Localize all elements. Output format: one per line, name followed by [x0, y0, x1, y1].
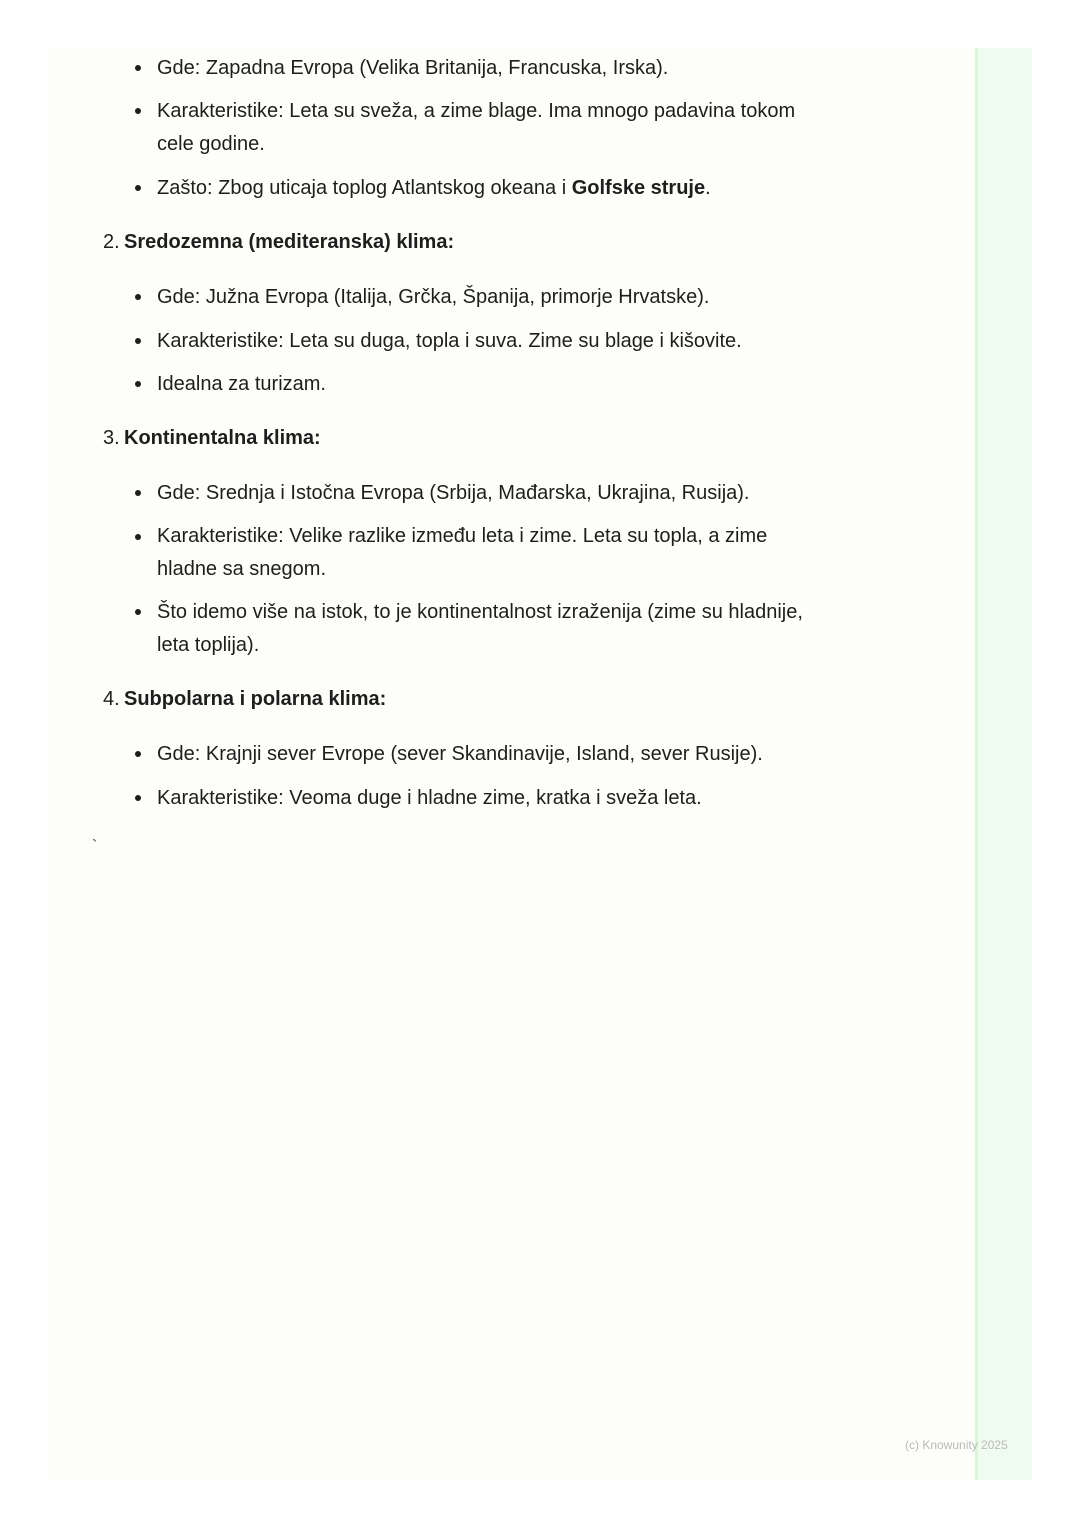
list-item — [157, 172, 711, 205]
bullet-icon — [135, 534, 141, 540]
bullet-icon — [135, 795, 141, 801]
list-item: Gde: Južna Evropa (Italija, Grčka, Španija, primorje Hrvatske). — [157, 286, 710, 308]
bullet-icon — [135, 108, 141, 114]
bullet-icon — [135, 65, 141, 71]
list-item: Karakteristike: Veoma duge i hladne zime, kratka i sveža leta. — [157, 787, 702, 809]
list-item: Karakteristike: Velike razlike između leta i zime. Leta su topla, a zime — [157, 525, 768, 547]
list-item: Karakteristike: Leta su duga, topla i suva. Zime su blage i kišovite. — [157, 330, 742, 352]
bullet-icon — [135, 751, 141, 757]
list-item-continuation: cele godine. — [157, 133, 265, 155]
list-item-continuation: leta toplija). — [157, 634, 260, 656]
section-number: 2. — [103, 231, 120, 253]
section-number: 3. — [103, 427, 120, 449]
list-item: Gde: Zapadna Evropa (Velika Britanija, Francuska, Irska). — [157, 57, 669, 79]
list-item: Karakteristike: Leta su sveža, a zime blage. Ima mnogo padavina tokom — [157, 100, 796, 122]
list-item-text: . — [705, 177, 711, 199]
list-item: Što idemo više na istok, to je kontinentalnost izraženija (zime su hladnije, — [157, 601, 803, 623]
stray-mark: ` — [92, 838, 98, 855]
list-item: Idealna za turizam. — [157, 373, 326, 395]
page-side-band — [978, 48, 1032, 1480]
section-title: Subpolarna i polarna klima: — [124, 688, 387, 710]
list-item-text: Zašto: Zbog uticaja toplog Atlantskog okeana i — [157, 177, 572, 199]
list-item-continuation: hladne sa snegom. — [157, 558, 327, 580]
section-title: Sredozemna (mediteranska) klima: — [124, 231, 455, 253]
bullet-icon — [135, 381, 141, 387]
bullet-icon — [135, 185, 141, 191]
section-heading — [124, 226, 454, 259]
copyright-footer: (c) Knowunity 2025 — [905, 1438, 1008, 1452]
emphasis-text: Golfske struje — [571, 177, 706, 199]
list-item: Gde: Krajnji sever Evrope (sever Skandinavije, Island, sever Rusije). — [157, 743, 763, 765]
section-heading — [124, 422, 321, 455]
bullet-icon — [135, 338, 141, 344]
bullet-icon — [135, 490, 141, 496]
section-number: 4. — [103, 688, 120, 710]
section-heading — [124, 683, 386, 716]
list-item: Gde: Srednja i Istočna Evropa (Srbija, Mađarska, Ukrajina, Rusija). — [157, 482, 750, 504]
section-title: Kontinentalna klima: — [124, 427, 321, 449]
bullet-icon — [135, 609, 141, 615]
bullet-icon — [135, 294, 141, 300]
